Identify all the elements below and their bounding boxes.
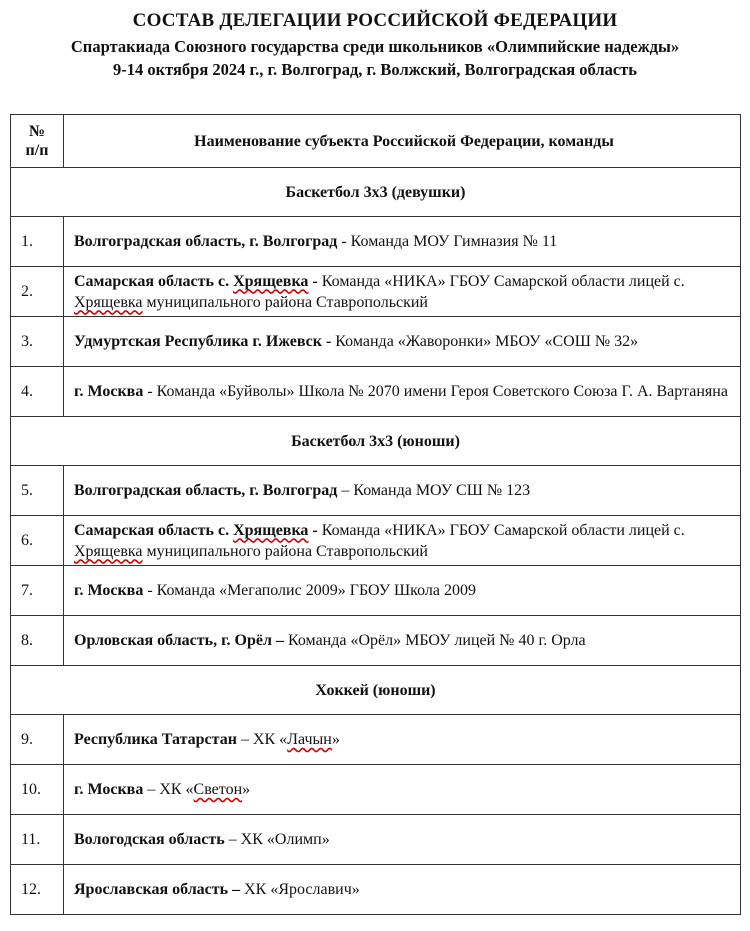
table-row — [11, 616, 741, 666]
row-number: 8. — [11, 616, 64, 666]
document-subtitle: Спартакиада Союзного государства среди школьников «Олимпийские надежды» — [70, 37, 680, 56]
row-number: 11. — [11, 815, 64, 865]
section-title: Баскетбол 3x3 (юноши) — [11, 417, 741, 466]
delegation-table — [10, 114, 741, 915]
row-number: 12. — [11, 865, 64, 915]
row-number: 5. — [11, 466, 64, 516]
table-row — [11, 516, 741, 566]
row-number: 1. — [11, 217, 64, 267]
row-content: Самарская область с. Хрящевка - Команда «НИКА» ГБОУ Самарской области лицей с. Хрящевка муниципального района Ставропольский — [64, 267, 741, 317]
row-content: Самарская область с. Хрящевка - Команда «НИКА» ГБОУ Самарской области лицей с. Хрящевка муниципального района Ставропольский — [64, 516, 741, 566]
row-number: 3. — [11, 317, 64, 367]
row-content: Волгоградская область, г. Волгоград – Команда МОУ СШ № 123 — [64, 466, 741, 516]
table-row — [11, 815, 741, 865]
document-title: СОСТАВ ДЕЛЕГАЦИИ РОССИЙСКОЙ ФЕДЕРАЦИИ — [132, 10, 618, 31]
table-row — [11, 566, 741, 616]
table-row — [11, 367, 741, 417]
row-content: г. Москва - Команда «Буйволы» Школа № 2070 имени Героя Советского Союза Г. А. Вартаняна — [64, 367, 741, 417]
row-content: г. Москва - Команда «Мегаполис 2009» ГБОУ Школа 2009 — [64, 566, 741, 616]
row-number: 2. — [11, 267, 64, 317]
row-content: Орловская область, г. Орёл – Команда «Орёл» МБОУ лицей № 40 г. Орла — [64, 616, 741, 666]
row-number: 7. — [11, 566, 64, 616]
section-row — [11, 417, 741, 466]
row-content: Республика Татарстан – ХК «Лачын» — [64, 715, 741, 765]
row-number: 6. — [11, 516, 64, 566]
table-row — [11, 317, 741, 367]
column-header-name: Наименование субъекта Российской Федерации, команды — [64, 115, 741, 168]
table-header-row — [11, 115, 741, 168]
row-content: Волгоградская область, г. Волгоград - Команда МОУ Гимназия № 11 — [64, 217, 741, 267]
table-row — [11, 865, 741, 915]
column-header-number: № п/п — [11, 115, 64, 168]
section-title: Хоккей (юноши) — [11, 666, 741, 715]
table-row — [11, 267, 741, 317]
row-number: 9. — [11, 715, 64, 765]
table-row — [11, 715, 741, 765]
row-content: Удмуртская Республика г. Ижевск - Команда «Жаворонки» МБОУ «СОШ № 32» — [64, 317, 741, 367]
row-number: 4. — [11, 367, 64, 417]
document-dates: 9-14 октября 2024 г., г. Волгоград, г. Волжский, Волгоградская область — [112, 60, 638, 79]
table-row — [11, 765, 741, 815]
section-title: Баскетбол 3x3 (девушки) — [11, 168, 741, 217]
row-content: г. Москва – ХК «Светон» — [64, 765, 741, 815]
table-row — [11, 217, 741, 267]
row-content: Ярославская область – ХК «Ярославич» — [64, 865, 741, 915]
row-content: Вологодская область – ХК «Олимп» — [64, 815, 741, 865]
section-row — [11, 168, 741, 217]
section-row — [11, 666, 741, 715]
table-row — [11, 466, 741, 516]
row-number: 10. — [11, 765, 64, 815]
